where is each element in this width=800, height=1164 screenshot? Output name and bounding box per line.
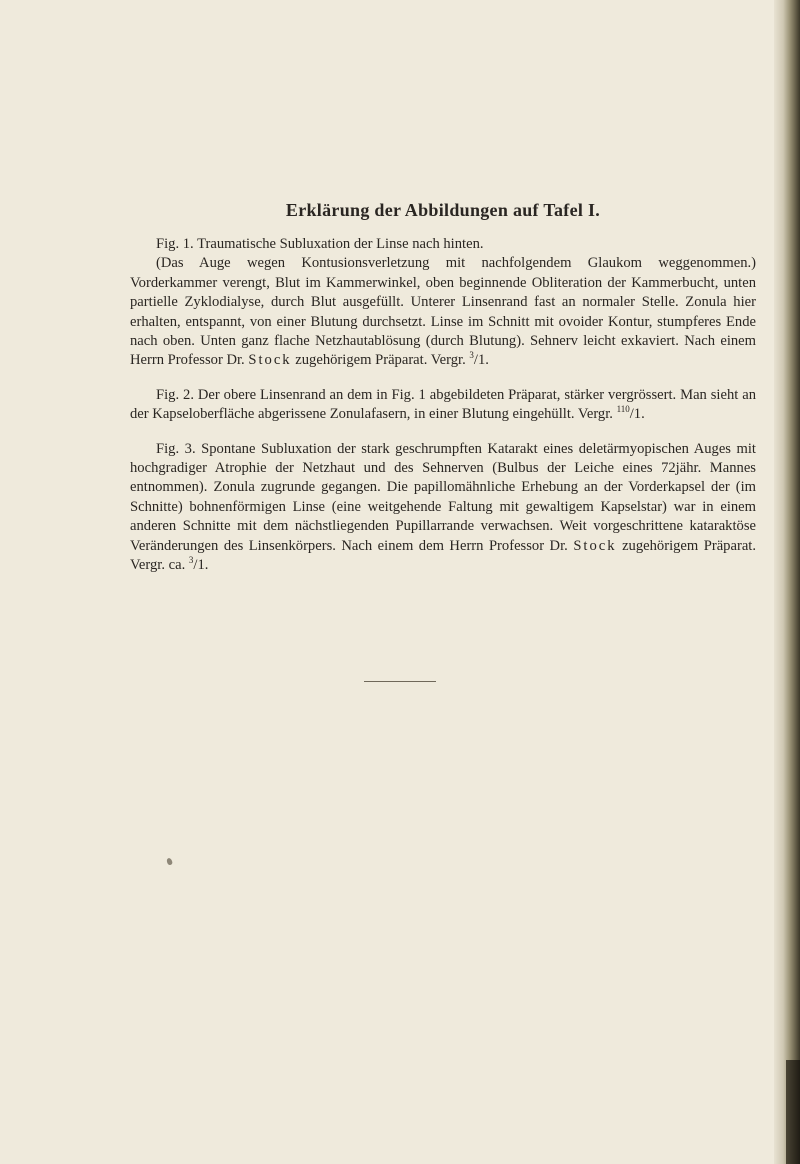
- figure-1-body-text: (Das Auge wegen Kontusionsverletzung mit nachfolgendem Glaukom weggenommen.) Vorderkammer verengt, Blut im Kammerwinkel, oben beginnende Obliteration der Kammerbucht, unten partielle Zyklodialyse, durch Blut ausgefüllt. Unterer Linsenrand fast an normaler Stelle. Zonula hier erhalten, entspannt, von einer Blutung durchsetzt. Linse im Schnitt mit ovoider Kontur, stumpferes Ende nach oben. Unten ganz flache Netzhautablösung (durch Blutung). Sehnerv leicht exkaviert. Nach einem Herrn Professor Dr.: [130, 255, 756, 369]
- figure-3-body: [130, 440, 756, 576]
- separator-rule: [364, 681, 436, 682]
- figure-1-author-name: Stock: [248, 352, 292, 369]
- figure-1-magnification-num: 3: [469, 350, 474, 361]
- figure-2-body: [130, 386, 756, 425]
- document-body: [130, 200, 756, 591]
- figure-3-description: [130, 440, 756, 576]
- figure-1-body: [130, 254, 756, 370]
- figure-2-magnification-den: /1.: [629, 406, 645, 423]
- figure-3-author-name: Stock: [573, 537, 617, 554]
- figure-1-magnification: [469, 352, 489, 368]
- figure-1-heading: Fig. 1. Traumatische Subluxation der Linse nach hinten.: [156, 236, 484, 252]
- figure-1-description: [130, 235, 756, 371]
- figure-2-text: Fig. 2. Der obere Linsenrand an dem in Fig. 1 abgebildeten Präparat, stärker vergrössert. Man sieht an der Kapseloberfläche abgerissene Zonulafasern, in einer Blutung eingehüllt. Vergr.: [130, 386, 756, 423]
- figure-3-text-post: zugehörigem Präparat. Vergr. ca.: [130, 537, 757, 574]
- figure-3-magnification-den: /1.: [193, 557, 209, 574]
- figure-1-magnification-den: /1.: [473, 352, 489, 369]
- figure-3-text: Fig. 3. Spontane Subluxation der stark geschrumpften Katarakt eines deletärmyopischen Auges mit hochgradiger Atrophie der Netzhaut und des Sehnerven (Bulbus der Leiche eines 72jähr. Mannes entnommen). Zonula zugrunde gegangen. Die papillomähnliche Erhebung an der Vorderkapsel der (im Schnitte) bohnenförmigen Linse (eine weitgehende Faltung mit gewaltigem Kapselstar) war in einem anderen Schnitte mit dem nächstliegenden Pupillarrande verwachsen. Weit vorgeschrittene kataraktöse Veränderungen des Linsenkörpers. Nach einem dem Herrn Professor Dr.: [130, 440, 756, 554]
- page-title: Erklärung der Abbildungen auf Tafel I.: [285, 200, 601, 220]
- figure-1-body-post: zugehörigem Präparat. Vergr.: [295, 352, 466, 369]
- figure-3-magnification: [189, 557, 209, 573]
- figure-2-magnification: [617, 406, 645, 422]
- page-edge-shadow: [774, 0, 800, 1164]
- figure-2-magnification-num: 110: [616, 404, 630, 415]
- figure-2-description: [130, 386, 756, 425]
- page-edge-dark-corner: [786, 1060, 800, 1164]
- figure-3-magnification-num: 3: [188, 555, 194, 566]
